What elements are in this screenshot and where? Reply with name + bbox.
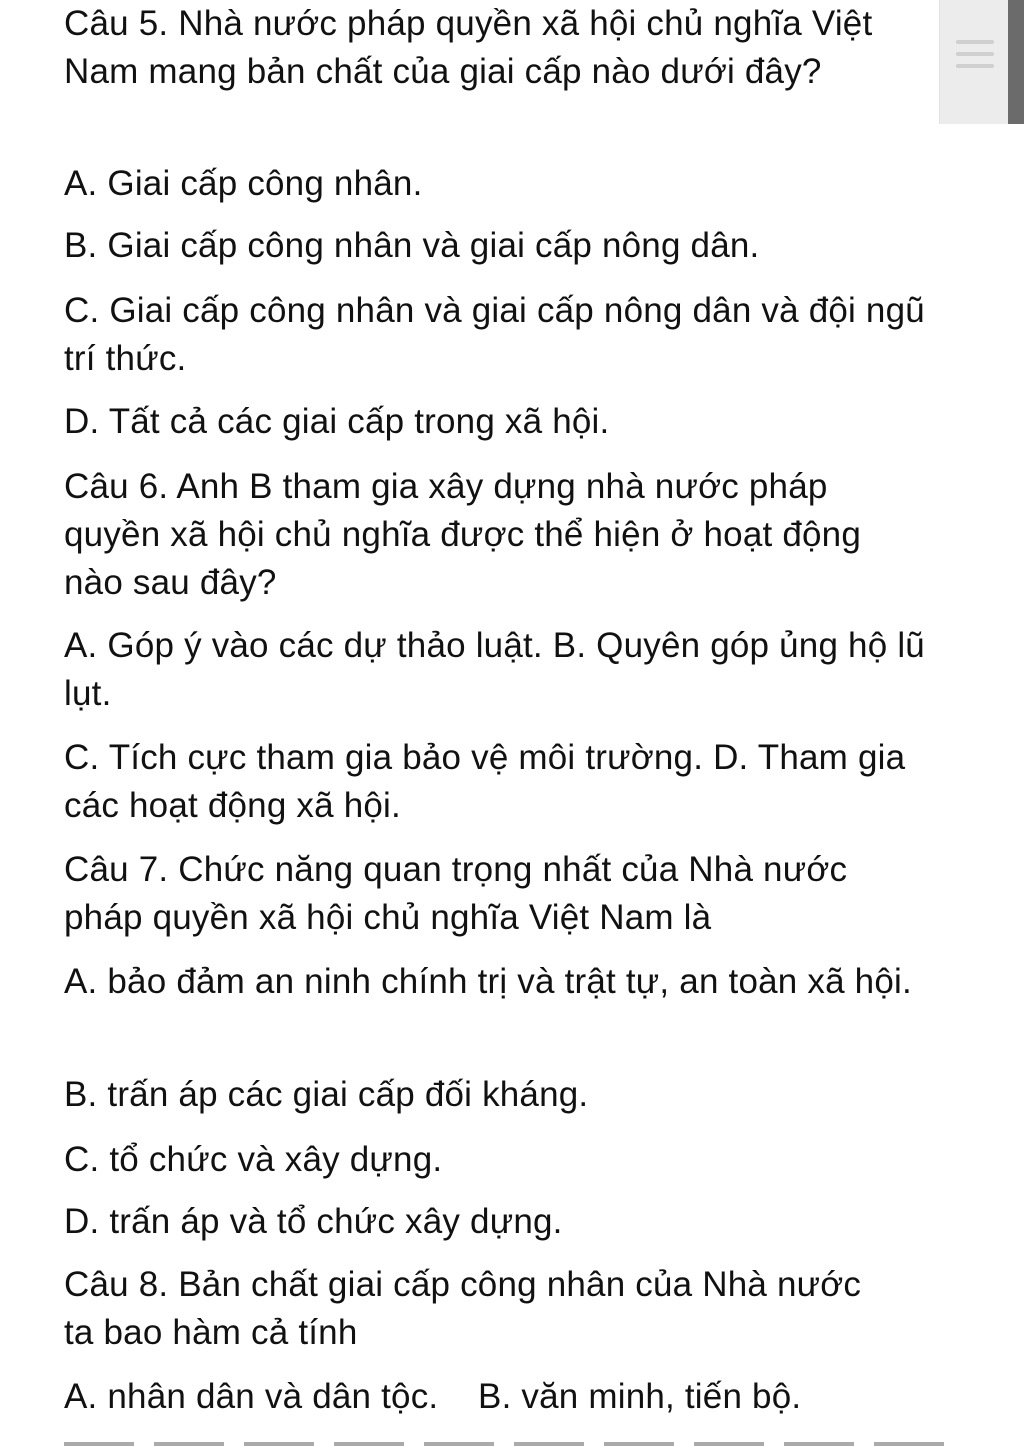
question-8: Câu 8. Bản chất giai cấp công nhân của Nhà nước ta bao hàm cả tính bbox=[64, 1265, 862, 1352]
q7-option-d: D. trấn áp và tổ chức xây dựng. bbox=[64, 1202, 563, 1241]
question-6: Câu 6. Anh B tham gia xây dựng nhà nước pháp quyền xã hội chủ nghĩa được thể hiện ở hoạt động nào sau đây? bbox=[64, 467, 861, 602]
scrollbar-thumb[interactable] bbox=[1008, 0, 1024, 124]
q6-option-a-b: A. Góp ý vào các dự thảo luật. B. Quyên góp ủng hộ lũ lụt. bbox=[64, 626, 925, 713]
q6-option-c-d: C. Tích cực tham gia bảo vệ môi trường. D. Tham gia các hoạt động xã hội. bbox=[64, 738, 906, 825]
q8-option-a-b: A. nhân dân và dân tộc. B. văn minh, tiến bộ. bbox=[64, 1377, 802, 1416]
cutoff-text-row bbox=[64, 1436, 944, 1448]
q5-option-a: A. Giai cấp công nhân. bbox=[64, 164, 423, 203]
q5-option-c: C. Giai cấp công nhân và giai cấp nông dân và đội ngũ trí thức. bbox=[64, 291, 925, 378]
q7-option-c: C. tổ chức và xây dựng. bbox=[64, 1140, 443, 1179]
question-5: Câu 5. Nhà nước pháp quyền xã hội chủ nghĩa Việt Nam mang bản chất của giai cấp nào dưới đây? bbox=[64, 4, 873, 91]
menu-button[interactable] bbox=[939, 0, 1008, 124]
question-7: Câu 7. Chức năng quan trọng nhất của Nhà nước pháp quyền xã hội chủ nghĩa Việt Nam là bbox=[64, 850, 848, 937]
q5-option-d: D. Tất cả các giai cấp trong xã hội. bbox=[64, 402, 610, 441]
hamburger-icon[interactable] bbox=[956, 38, 994, 78]
q5-option-b: B. Giai cấp công nhân và giai cấp nông dân. bbox=[64, 226, 760, 265]
q7-option-a: A. bảo đảm an ninh chính trị và trật tự, an toàn xã hội. bbox=[64, 962, 912, 1001]
q7-option-b: B. trấn áp các giai cấp đối kháng. bbox=[64, 1075, 589, 1114]
